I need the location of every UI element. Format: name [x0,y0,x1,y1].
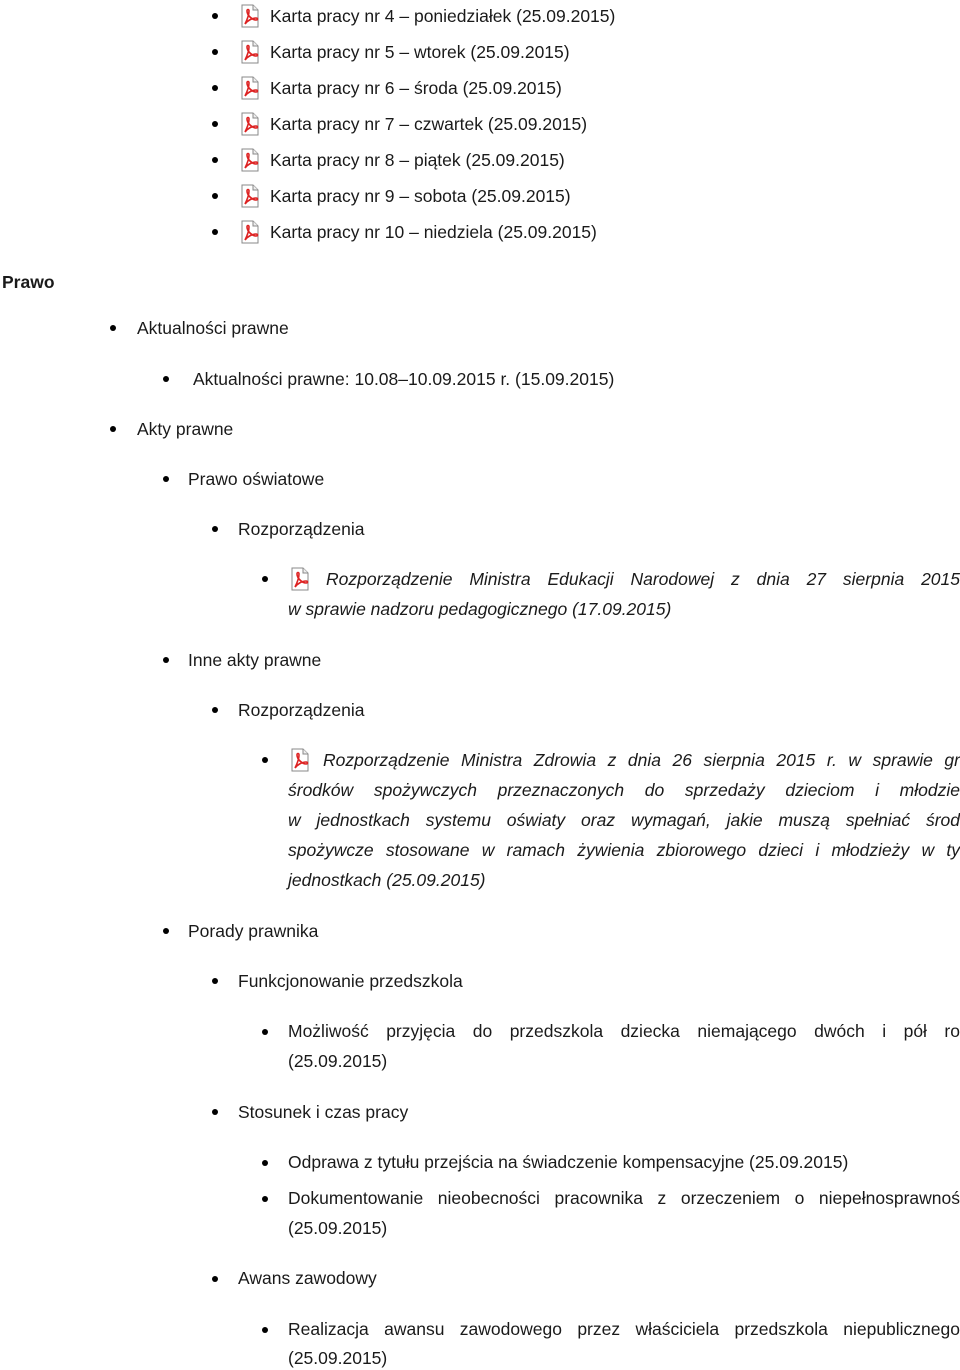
pdf-icon [238,112,262,136]
pdf-icon [238,4,262,28]
rozporzadzenie-mz-link-cont[interactable]: spożywcze stosowane w ramach żywienia zbiorowego dzieci i młodzieży w ty [288,840,960,860]
porada-link[interactable]: Realizacja awansu zawodowego przez właściciela przedszkola niepublicznego [288,1319,960,1339]
porada-link-cont[interactable]: (25.09.2015) [288,1218,388,1238]
pdf-icon [238,184,262,208]
bullet [212,526,218,532]
karta-pracy-link[interactable]: Karta pracy nr 7 – czwartek (25.09.2015) [270,114,588,134]
porada-link[interactable]: Możliwość przyjęcia do przedszkola dziecka niemającego dwóch i pół ro [288,1021,960,1041]
porady-prawnika-link[interactable]: Porady prawnika [188,921,319,941]
karta-pracy-link[interactable]: Karta pracy nr 9 – sobota (25.09.2015) [270,186,571,206]
bullet [163,476,169,482]
prawo-oswiatowe-link[interactable]: Prawo oświatowe [188,469,325,489]
bullet [212,121,218,127]
rozporzadzenia-link[interactable]: Rozporządzenia [238,519,365,539]
section-heading-prawo: Prawo [2,272,55,292]
porada-link-cont[interactable]: (25.09.2015) [288,1348,388,1368]
bullet [110,426,116,432]
rozporzadzenie-mz-link-cont[interactable]: środków spożywczych przeznaczonych do sprzedaży dzieciom i młodzie [288,780,960,800]
stosunek-czas-pracy-link[interactable]: Stosunek i czas pracy [238,1102,409,1122]
bullet [262,576,268,582]
funkcjonowanie-przedszkola-link[interactable]: Funkcjonowanie przedszkola [238,971,463,991]
karta-pracy-link[interactable]: Karta pracy nr 10 – niedziela (25.09.2015) [270,222,597,242]
bullet [212,1276,218,1282]
bullet [262,1327,268,1333]
karta-pracy-link[interactable]: Karta pracy nr 5 – wtorek (25.09.2015) [270,42,570,62]
inne-akty-prawne-link[interactable]: Inne akty prawne [188,650,322,670]
pdf-icon [238,76,262,100]
bullet [212,85,218,91]
bullet [262,757,268,763]
pdf-icon [288,567,312,591]
bullet [163,657,169,663]
karta-pracy-link[interactable]: Karta pracy nr 8 – piątek (25.09.2015) [270,150,565,170]
bullet [212,707,218,713]
bullet [262,1160,268,1166]
aktualnosci-prawne-link[interactable]: Aktualności prawne [137,318,289,338]
rozporzadzenie-mz-link[interactable]: Rozporządzenie Ministra Zdrowia z dnia 26 sierpnia 2015 r. w sprawie gr [323,750,960,770]
porada-link[interactable]: Odprawa z tytułu przejścia na świadczenie kompensacyjne (25.09.2015) [288,1152,849,1172]
pdf-icon [238,148,262,172]
pdf-icon [238,40,262,64]
bullet [212,193,218,199]
bullet [110,325,116,331]
karta-pracy-link[interactable]: Karta pracy nr 6 – środa (25.09.2015) [270,78,562,98]
rozporzadzenie-mz-link-cont[interactable]: jednostkach (25.09.2015) [288,870,486,890]
bullet [163,376,169,382]
porada-link[interactable]: Dokumentowanie nieobecności pracownika z orzeczeniem o niepełnosprawnoś [288,1188,960,1208]
bullet [212,229,218,235]
rozporzadzenia-link[interactable]: Rozporządzenia [238,700,365,720]
bullet [163,928,169,934]
bullet [212,49,218,55]
bullet [262,1029,268,1035]
porada-link-cont[interactable]: (25.09.2015) [288,1051,388,1071]
awans-zawodowy-link[interactable]: Awans zawodowy [238,1268,377,1288]
rozporzadzenie-men-link-cont[interactable]: w sprawie nadzoru pedagogicznego (17.09.2015) [288,599,672,619]
rozporzadzenie-men-link[interactable]: Rozporządzenie Ministra Edukacji Narodowej z dnia 27 sierpnia 2015 [326,569,960,589]
bullet [212,157,218,163]
karta-pracy-link[interactable]: Karta pracy nr 4 – poniedziałek (25.09.2015) [270,6,616,26]
pdf-icon [288,748,312,772]
bullet [212,13,218,19]
bullet [212,978,218,984]
rozporzadzenie-mz-link-cont[interactable]: w jednostkach systemu oświaty oraz wymagań, jakie muszą spełniać środ [288,810,960,830]
akty-prawne-link[interactable]: Akty prawne [137,419,234,439]
bullet [212,1109,218,1115]
pdf-icon [238,220,262,244]
bullet [262,1196,268,1202]
aktualnosci-item-link[interactable]: Aktualności prawne: 10.08–10.09.2015 r. (15.09.2015) [193,369,615,389]
